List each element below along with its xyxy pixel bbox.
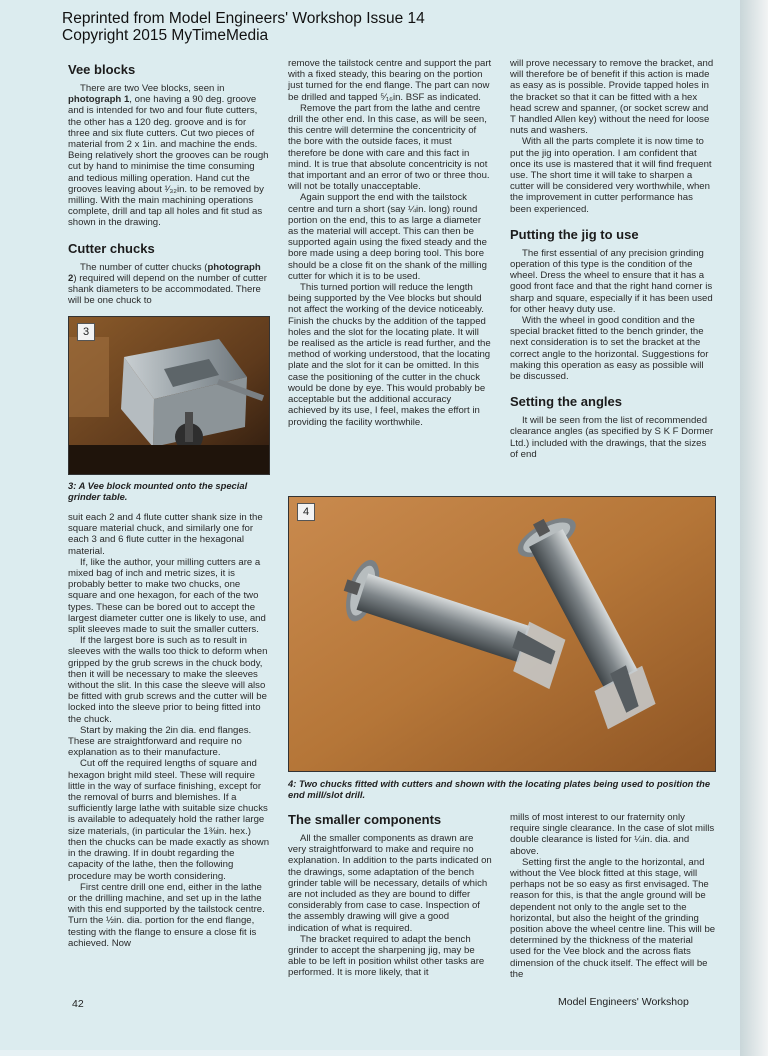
heading-setting-angles: Setting the angles: [510, 394, 622, 410]
column-1-top: [68, 58, 270, 306]
photo-4-number: 4: [297, 503, 315, 521]
two-chucks-image: [289, 497, 715, 771]
heading-vee-blocks: Vee blocks: [68, 62, 136, 77]
column-2-top: [288, 58, 492, 428]
photo-3-vee-block: [68, 316, 270, 475]
paragraph-remove-part: Remove the part from the lathe and centre drill the other end. In this case, as will be seen, this centre will determine the concentricity of the bore with the outside faces, it must therefore be done with care and this fact in mind. It is true that absolute concentricity is not that important and an error of two or three thou. will not be totally unacceptable.: [288, 102, 490, 193]
heading-putting-jig: Putting the jig to use: [510, 226, 639, 242]
paragraph-suit: suit each 2 and 4 flute cutter shank size in the square material chuck, and similarly one for each 3 and 6 flute cutter in the hexagonal material.: [68, 512, 263, 557]
page-edge: [740, 0, 768, 1056]
paragraph-remove-tailstock: remove the tailstock centre and support the part with a fixed steady, this bearing on the portion just turned for the end flange. The part can now be drilled and tapped ⁵⁄₁₆in. BSF as indicated.: [288, 58, 492, 103]
paragraph-with-wheel: With the wheel in good condition and the special bracket fitted to the bench grinder, the next consideration is to set the bracket at the correct angle to the horizontal. Suggestions for making this operation as easy as possible will be discussed.: [510, 315, 709, 383]
paragraph-with-all-parts: With all the parts complete it is now time to put the jig into operation. I am confident that once its use is mastered that it will find frequent use. The short time it will take to sharpen a cutter will be considered very worthwhile, when the improvement in cutter performance has been experienced.: [510, 136, 712, 215]
photo-3-caption: 3: A Vee block mounted onto the special grinder table.: [68, 480, 248, 502]
paragraph-it-will: It will be seen from the list of recommended clearance angles (as specified by S K F Dormer Ltd.) included with the drawings, that the sizes of end: [510, 415, 714, 460]
heading-smaller-components: The smaller components: [288, 812, 442, 827]
paragraph-start: Start by making the 2in dia. end flanges. These are straightforward and require no explanation as to their manufacture.: [68, 724, 252, 759]
heading-cutter-chucks: Cutter chucks: [68, 240, 155, 256]
vee-block-image: [69, 317, 269, 474]
paragraph-if-largest: If the largest bore is such as to result in sleeves with the walls too thick to deform when gripped by the grub screws in the chuck body, then it will be necessary to make the sleeves without the slit. In this case the sleeve will also be fitted with grub screws and the cutter will be locked into the sleeve prior to being fitted into the chuck.: [68, 635, 268, 725]
paragraph-cut-off: Cut off the required lengths of square and hexagon bright mild steel. These will require little in the way of surface finishing, except for the removal of burrs and blemishes. If a sufficiently large lathe with suitable size chucks is available to adequately hold the rather large size materials, (in particular the 1⅜in. hex.) then the chucks can be made exactly as shown in the drawing. If in doubt regarding the capacity of the lathe, then the following procedure may be worth considering.: [68, 758, 270, 882]
photo-3-number: 3: [77, 323, 95, 341]
column-1-bottom: [68, 512, 270, 949]
photo-4-chucks: [288, 496, 716, 772]
paragraph-again-support: Again support the end with the tailstock centre and turn a short (say ¼in. long) round portion on the end, this to as large a diameter as the material will accept. This can then be supported again using the fixed steady and the bore made using a deep boring tool. This bore should be a close fit on the shank of the milling cutter for which it is to be used.: [288, 192, 487, 282]
paragraph-setting-first: Setting first the angle to the horizontal, and without the Vee block fitted at this stage, will perhaps not be so easy as first envisaged. The reason for this, is that the angle ground will be dependent not only to the angle set to the horizontal, but also the height of the grinding position above the wheel centre line. This will be determined by the thickness of the material used for the Vee block and the across flats dimension of the chuck itself. The effect will be the: [510, 856, 716, 980]
paragraph-this-turned: This turned portion will reduce the length being supported by the Vee blocks but should not affect the working of the device noticeably. Finish the chucks by the addition of the tapped holes and the slot for the locating plate. It will be realised as the article is read further, and the method of working understood, that the locating plate and the slot for it can be omitted. In this case the positioning of the cutter in the chuck would be done by eye. This would probably be acceptable but the additional accuracy achieved by its use, I feel, makes the effort in providing the facility worthwhile.: [288, 282, 491, 428]
paragraph-bracket: The bracket required to adapt the bench grinder to accept the sharpening jig, may be able to be left in position whilst other tasks are performed. It is more likely, that it: [288, 933, 485, 979]
paragraph-first-essential: The first essential of any precision grinding operation of this type is the condition of the wheel. Dress the wheel to ensure that it has a good front face and that the right hand corner is sharp and square, especially if it has been used for other heavy duty use.: [510, 247, 713, 315]
reprint-header: [62, 10, 425, 44]
column-2-bottom: [288, 808, 492, 979]
magazine-name: Model Engineers' Workshop: [558, 996, 689, 1008]
vee-paragraph: There are two Vee blocks, seen in photograph 1, one having a 90 deg. groove and is intended for two and four flute cutters, the other has a 120 deg. groove and is for three and six flute cutters. Cut two pieces of material from 2 x 1in. and machine the ends. Being relatively short the grooves can be rough cut by hand to minimise the time consuming and tedious milling operation. Hand cut the grooves leaving about ¹⁄₃₂in. to be removed by milling. With the main machining operations complete, drill and tap all holes and fit stud as shown in the drawing.: [68, 83, 269, 229]
page-number: 42: [72, 998, 84, 1010]
paragraph-will-prove: will prove necessary to remove the bracket, and will therefore be of benefit if this action is made as easy as is possible. Provide tapped holes in the bracket so that it can be fitted with a hex head screw and spanner, (or socket screw and T handled Allen key) without the need for loose nuts and washers.: [510, 58, 714, 137]
column-3-bottom: [510, 812, 716, 980]
paragraph-first-centre: First centre drill one end, either in the lathe or the drilling machine, and set up in the lathe with this end supported by the tailstock centre. Turn the ½in. dia. portion for the end flange, testing with the flange to ensure a close fit is achieved. Now: [68, 881, 265, 949]
column-3-top: [510, 58, 716, 460]
paragraph-all-smaller: All the smaller components as drawn are very straightforward to make and require no explanation. In addition to the parts indicated on the drawings, some adaptation of the bench grinder table will be necessary, details of which are not included as they are bound to differ considerably from case to case. Inspection of the assembly drawing will give a good indication of what is required.: [288, 833, 492, 934]
photo-4-caption: 4: Two chucks fitted with cutters and shown with the locating plates being used to position the end mill/slot drill.: [288, 778, 711, 800]
paragraph-if-like: If, like the author, your milling cutters are a mixed bag of inch and metric sizes, it is probably better to make two chucks, one square and one hexagon, for each of the two types. These can be bored out to accept the largest diameter cutter one is likely to use, and split sleeves made to suit the smaller cutters.: [68, 556, 266, 636]
paragraph-mills: mills of most interest to our fraternity only require single clearance. In the case of slot mills double clearance is listed for ¼in. dia. and above.: [510, 812, 715, 857]
reprint-line-1: Reprinted from Model Engineers' Workshop Issue 14: [62, 10, 425, 27]
cutter-paragraph: The number of cutter chucks (photograph 2) required will depend on the number of cutter shank diameters to be accommodated. There will be one chuck to: [68, 261, 267, 307]
reprint-line-2: Copyright 2015 MyTimeMedia: [62, 27, 269, 44]
